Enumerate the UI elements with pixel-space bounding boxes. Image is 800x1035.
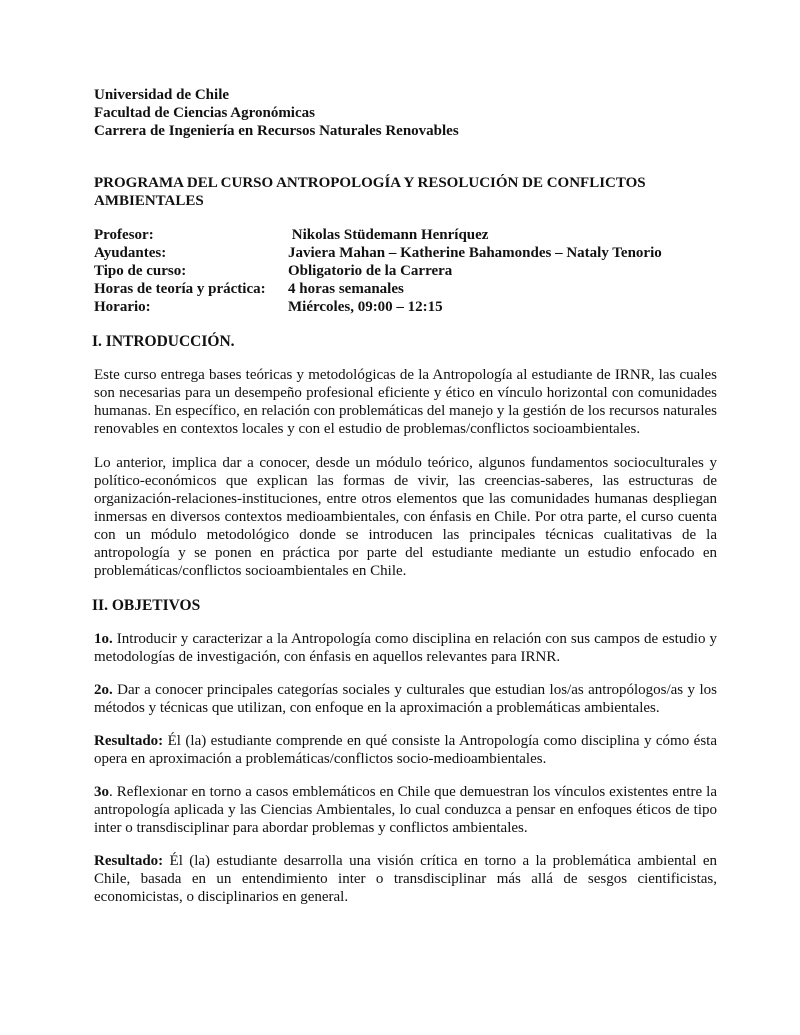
university-name: Universidad de Chile — [94, 87, 230, 103]
info-label: Profesor: — [94, 227, 154, 243]
info-value: Obligatorio de la Carrera — [288, 263, 453, 279]
info-label: Horas de teoría y práctica: — [94, 281, 266, 297]
document-page — [94, 86, 717, 906]
info-label: Ayudantes: — [94, 245, 167, 261]
info-value: Javiera Mahan – Katherine Bahamondes – Nataly Tenorio — [288, 245, 662, 261]
intro-paragraph-1: Este curso entrega bases teóricas y metodológicas de la Antropología al estudiante de IRNR, las cuales son necesarias para un desempeño profesional eficiente y ético en vínculo horizontal con comunidades humanas. En específico, en relación con problemáticas del manejo y la gestión de los recursos naturales renovables en contextos locales y con el estudio de problemas/conflictos socioambientales. — [94, 367, 717, 437]
info-label: Horario: — [94, 299, 151, 315]
objective-2-number: 2o. — [94, 682, 113, 698]
result-1-text: Él (la) estudiante comprende en qué consiste la Antropología como disciplina y cómo ésta opera en aproximación a problemáticas/conflictos socio-medioambientales. — [94, 733, 717, 767]
result-2-label: Resultado: — [94, 853, 164, 869]
info-row-course-type — [94, 262, 717, 280]
intro-paragraph-2: Lo anterior, implica dar a conocer, desde un módulo teórico, algunos fundamentos socioculturales y político-económicos que explican las formas de vivir, las creencias-saberes, las estructuras de organización-relaciones-instituciones, entre otros elementos que las comunidades humanas despliegan inmersas en diversos contextos medioambientales, con énfasis en Chile. Por otra parte, el curso cuenta con un módulo metodológico donde se introducen las principales técnicas cualitativas de la antropología y se ponen en práctica por parte del estudiante mediante un estudio enfocado en problemáticas/conflictos socioambientales en Chile. — [94, 455, 717, 579]
objective-2 — [94, 681, 717, 717]
objective-1-text: Introducir y caracterizar a la Antropología como disciplina en relación con sus campos de estudio y metodologías de investigación, con énfasis en aquellos relevantes para IRNR. — [94, 631, 717, 665]
info-row-professor — [94, 226, 717, 244]
info-row-schedule — [94, 298, 717, 316]
faculty-name: Facultad de Ciencias Agronómicas — [94, 105, 315, 121]
objective-1 — [94, 630, 717, 666]
objective-3-text: . Reflexionar en torno a casos emblemáticos en Chile que demuestran los vínculos existentes entre la antropología aplicada y las Ciencias Ambientales, lo cual conduzca a pensar en enfoques éticos de tipo inter o transdisciplinar para abordar problemas y conflictos ambientales. — [94, 784, 717, 836]
section-heading-objectives: II. OBJETIVOS — [92, 597, 201, 614]
objective-3-number: 3o — [94, 784, 109, 800]
info-row-assistants — [94, 244, 717, 262]
result-1 — [94, 732, 717, 768]
course-title: PROGRAMA DEL CURSO ANTROPOLOGÍA Y RESOLUCIÓN DE CONFLICTOS AMBIENTALES — [94, 175, 646, 209]
result-2 — [94, 852, 717, 906]
info-value: 4 horas semanales — [288, 281, 404, 297]
objective-3 — [94, 783, 717, 837]
info-value: Miércoles, 09:00 – 12:15 — [288, 299, 443, 315]
section-heading-introduction: I. INTRODUCCIÓN. — [92, 333, 235, 350]
info-label: Tipo de curso: — [94, 263, 187, 279]
course-info — [94, 226, 717, 316]
info-value: Nikolas Stüdemann Henríquez — [288, 227, 489, 243]
career-name: Carrera de Ingeniería en Recursos Naturales Renovables — [94, 123, 459, 139]
objective-2-text: Dar a conocer principales categorías sociales y culturales que estudian los/as antropólogos/as y los métodos y técnicas que utilizan, con enfoque en la aproximación a problemáticas ambientales. — [94, 682, 717, 716]
result-2-text: Él (la) estudiante desarrolla una visión crítica en torno a la problemática ambiental en Chile, basada en un entendimiento inter o transdisciplinar más allá de sesgos cientificistas, economicistas, o disciplinarios en general. — [94, 853, 717, 905]
info-row-hours — [94, 280, 717, 298]
objective-1-number: 1o. — [94, 631, 113, 647]
result-1-label: Resultado: — [94, 733, 164, 749]
